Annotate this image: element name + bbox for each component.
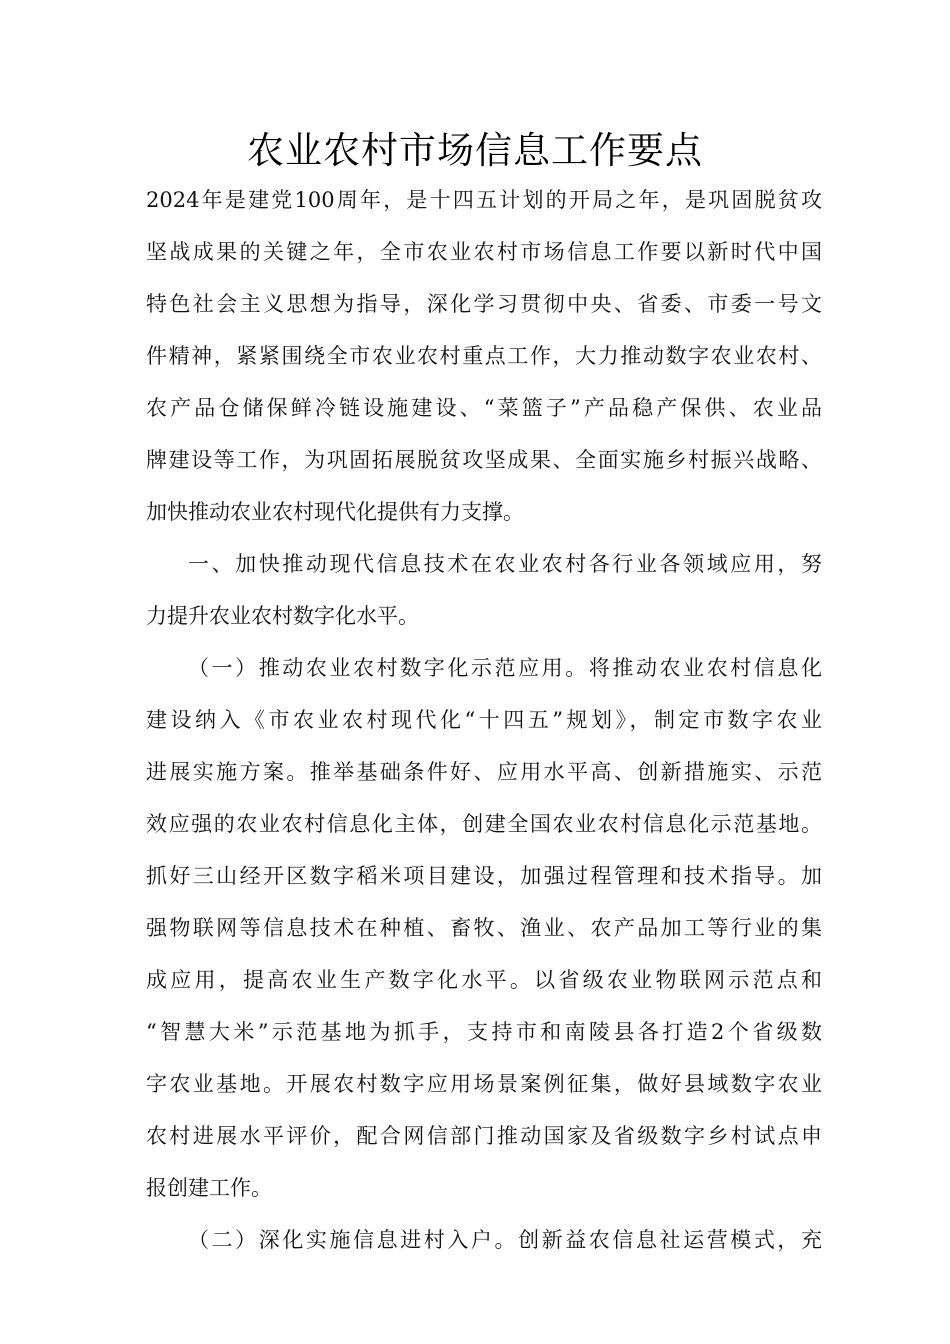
text-line: 农村进展水平评价，配合网信部门推动国家及省级数字乡村试点申 bbox=[146, 1124, 822, 1148]
text-line: 一、加快推动现代信息技术在农业农村各行业各领域应用，努 bbox=[188, 552, 822, 576]
text-line: 力提升农业农村数字化水平。 bbox=[146, 604, 419, 628]
text-line: 2024年是建党100周年，是十四五计划的开局之年，是巩固脱贫攻 bbox=[146, 188, 822, 212]
text-line: 报创建工作。 bbox=[146, 1176, 272, 1200]
text-line: 件精神，紧紧围绕全市农业农村重点工作，大力推动数字农业农村、 bbox=[146, 344, 822, 368]
text-line: 农产品仓储保鲜冷链设施建设、“菜篮子”产品稳产保供、农业品 bbox=[146, 396, 822, 420]
paragraph-item-1 bbox=[146, 642, 822, 1214]
text-line: （一）推动农业农村数字化示范应用。将推动农业农村信息化 bbox=[188, 656, 822, 680]
text-line: 特色社会主义思想为指导，深化学习贯彻中央、省委、市委一号文 bbox=[146, 292, 822, 316]
text-line: 字农业基地。开展农村数字应用场景案例征集，做好县域数字农业 bbox=[146, 1072, 822, 1096]
paragraph-section-1-heading bbox=[146, 538, 822, 642]
text-line: “智慧大米”示范基地为抓手，支持市和南陵县各打造2个省级数 bbox=[146, 1020, 822, 1044]
text-line: 强物联网等信息技术在种植、畜牧、渔业、农产品加工等行业的集 bbox=[146, 916, 822, 940]
text-line: 抓好三山经开区数字稻米项目建设，加强过程管理和技术指导。加 bbox=[146, 864, 822, 888]
paragraph-intro bbox=[146, 174, 822, 538]
paragraph-item-2 bbox=[146, 1214, 822, 1266]
text-line: 加快推动农业农村现代化提供有力支撑。 bbox=[146, 500, 524, 524]
text-line: 坚战成果的关键之年，全市农业农村市场信息工作要以新时代中国 bbox=[146, 240, 822, 264]
text-line: 进展实施方案。推举基础条件好、应用水平高、创新措施实、示范 bbox=[146, 760, 822, 784]
text-line: 成应用，提高农业生产数字化水平。以省级农业物联网示范点和 bbox=[146, 968, 822, 992]
text-line: （二）深化实施信息进村入户。创新益农信息社运营模式，充 bbox=[188, 1228, 822, 1252]
text-line: 牌建设等工作，为巩固拓展脱贫攻坚成果、全面实施乡村振兴战略、 bbox=[146, 448, 822, 472]
document-title: 农业农村市场信息工作要点 bbox=[247, 129, 703, 172]
text-line: 效应强的农业农村信息化主体，创建全国农业农村信息化示范基地。 bbox=[146, 812, 822, 836]
document-body bbox=[146, 174, 822, 1266]
text-line: 建设纳入《市农业农村现代化“十四五”规划》，制定市数字农业 bbox=[146, 708, 822, 732]
